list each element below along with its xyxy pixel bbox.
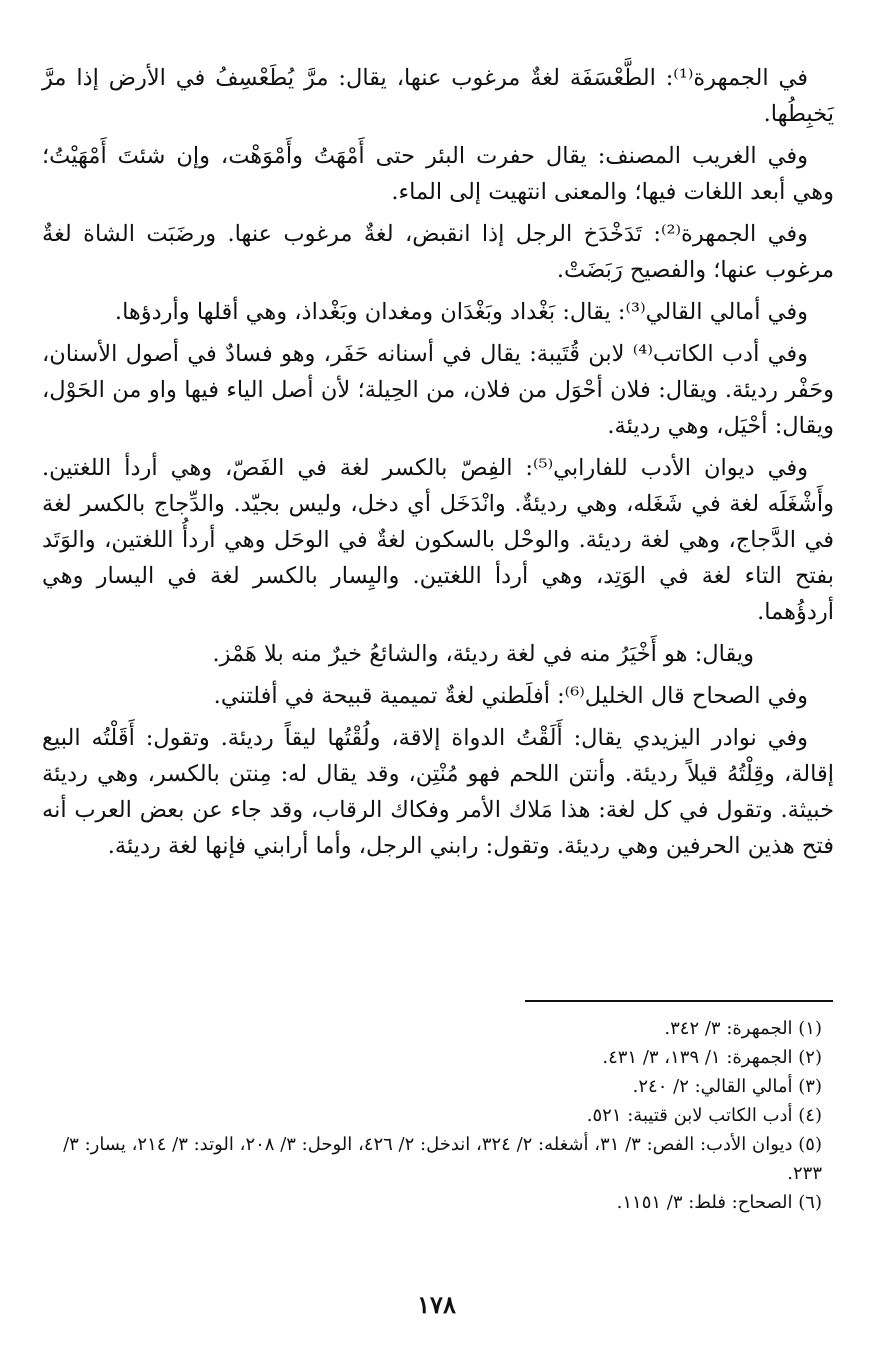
footnote-2: (٢) الجمهرة: ١/ ١٣٩، ٣/ ٤٣١. [602, 1047, 822, 1068]
footnote-divider [525, 1000, 833, 1002]
paragraph-gharib-musannaf: وفي الغريب المصنف: يقال حفرت البئر حتى أَمْهَتُ وأَمْوَهْت، وإن شئتَ أَمْهَيْتُ؛ وهي أبعد اللغات فيها؛ والمعنى انتهيت إلى الماء. [42, 143, 834, 205]
footnote-3: (٣) أمالي القالي: ٢/ ٢٤٠. [632, 1076, 822, 1097]
footnote-4: (٤) أدب الكاتب لابن قتيبة: ٥٢١. [586, 1105, 822, 1126]
paragraph-akhyar: ويقال: هو أَخْيَرُ منه في لغة رديئة، والشائعُ خيرٌ منه بلا هَمْز. [212, 641, 754, 667]
paragraph-amali-qali: وفي أمالي القالي⁽³⁾: يقال: بَغْداد وبَغْدَان ومغدان وبَغْداذ، وهي أقلها وأردؤها. [114, 299, 808, 325]
paragraph-adab-katib: وفي أدب الكاتب⁽⁴⁾ لابن قُتَيبة: يقال في أسنانه حَفَر، وهو فسادٌ في أصول الأسنان، وحَفْر رديئة. ويقال: فلان أحْوَل من فلان، من الحِيلة؛ لأن أصل الياء فيها واو من الحَوْل، ويقال: أحْيَل، وهي رديئة. [42, 341, 834, 439]
paragraph-diwan-adab: وفي ديوان الأدب للفارابي⁽⁵⁾: الفِصّ بالكسر لغة في الفَصّ، وهي أردأ اللغتين. وأَشْغَلَه لغة في شَغَله، وهي رديئةٌ. وانْدَخَل أي دخل، وليس بجيّد. والدِّجاج بالكسر لغة في الدَّجاج، وهي لغة رديئة. والوحْل بالسكون لغةٌ في الوحَل وهي أردأُ اللغتين، والوَتَد بفتح التاء لغة في الوَتِد، وهي أردأ اللغتين. واليِسار بالكسر لغة في اليسار وهي أردؤُهما. [42, 455, 834, 625]
page-number: ١٧٨ [417, 1290, 456, 1319]
footnotes [42, 1014, 822, 1217]
main-text [42, 60, 834, 870]
paragraph-jamhara-tadakhdakh: وفي الجمهرة⁽²⁾: تَدَخْدَخ الرجل إذا انقبض، لغةٌ مرغوب عنها. ورضَبَت الشاة لغةٌ مرغوب عنها؛ والفصيح رَبَضَتْ. [42, 221, 834, 283]
paragraph-jamhara-taasafa: في الجمهرة⁽¹⁾: الطَّعْسَفَة لغةٌ مرغوب عنها، يقال: مرَّ يُطَعْسِفُ في الأرض إذا مرَّ يَخبِطُها. [42, 65, 834, 127]
paragraph-nawadir-yazidi: وفي نوادر اليزيدي يقال: أَلَقْتُ الدواة إلاقة، ولُقْتُها ليقاً رديئة. وتقول: أَقَلْتُه البيع إقالة، وقِلْتُهُ قيلاً رديئة. وأنتن اللحم فهو مُنْتِن، وقد يقال له: مِنتن بالكسر، وهي رديئة خبيثة. وتقول في كل لغة: هذا مَلاك الأمر وفكاك الرقاب، وقد جاء عن بعض العرب أنه فتح هذين الحرفين وهي رديئة. وتقول: رابني الرجل، وأما أرابني فإنها لغة رديئة. [42, 725, 834, 859]
footnote-1: (١) الجمهرة: ٣/ ٣٤٢. [664, 1018, 822, 1039]
paragraph-sihah-khalil: وفي الصحاح قال الخليل⁽⁶⁾: أفلَطني لغةٌ تميمية قبيحة في أفلتني. [213, 683, 808, 709]
footnote-6: (٦) الصحاح: فلط: ٣/ ١١٥١. [616, 1192, 822, 1213]
footnote-5: (٥) ديوان الأدب: الفص: ٣/ ٣١، أشغله: ٢/ ٣٢٤، اندخل: ٢/ ٤٢٦، الوحل: ٣/ ٢٠٨، الوتد: ٣/ ٢١٤، يسار: ٣/ ٢٣٣. [63, 1134, 822, 1184]
